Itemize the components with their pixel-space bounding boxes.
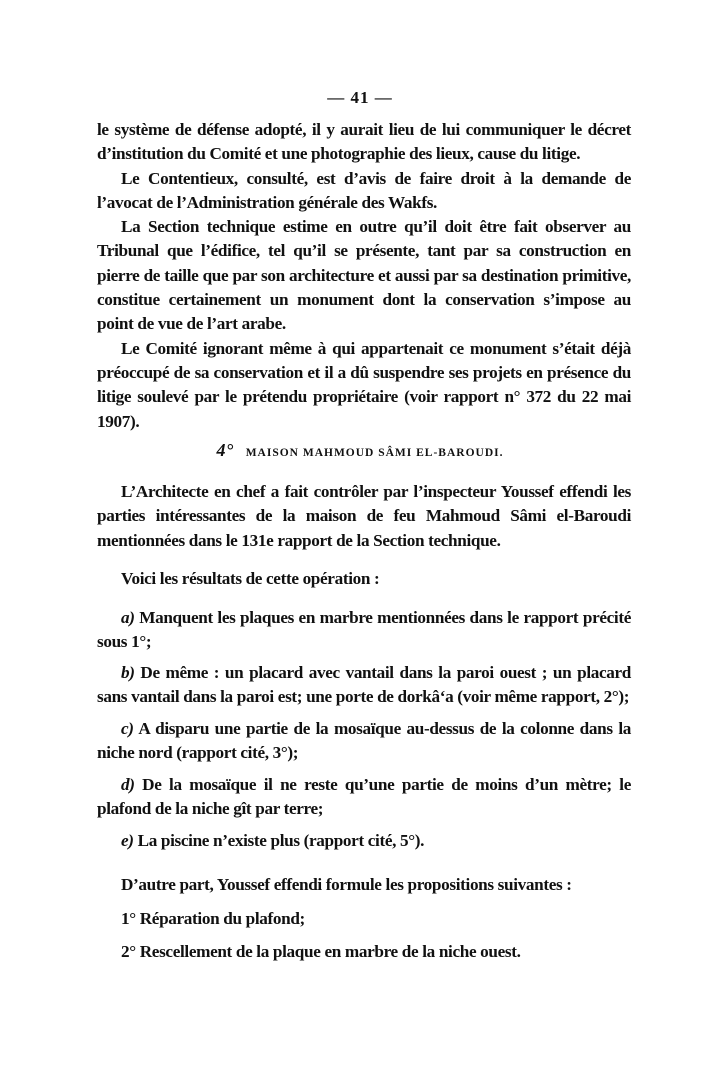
page-number: — 41 — [327,88,393,107]
result-item-b [97,661,631,710]
item-letter: e) [121,831,134,850]
proposal-number: 2° [121,942,136,961]
paragraph: La Section technique estime en outre qu’il doit être fait observer au Tribunal que l’édifice, tel qu’il se présente, tant par sa construction en pierre de taille que par son architecture et aussi par sa destination primitive, constitue certainement un monument dont la conservation s’impose au point de vue de l’art arabe. [97,217,631,334]
result-item-a [97,606,631,655]
proposal-number: 1° [121,909,136,928]
item-text: De même : un placard avec vantail dans la paroi ouest ; un placard sans vantail dans la paroi est; une porte de dorkâ‘a (voir même rapport, 2°); [97,663,631,707]
paragraph: Le Comité ignorant même à qui appartenait ce monument s’était déjà préoccupé de sa conservation et il a dû suspendre ses projets en présence du litige soulevé par le prétendu propriétaire (voir rapport n° 372 du 22 mai 1907). [97,338,631,431]
section-number: 4° [216,440,234,460]
list-item [97,940,631,964]
result-item-c [97,717,631,766]
list-item [97,661,631,710]
section-heading [0,440,720,461]
proposals-intro [97,873,631,897]
proposal-2 [97,940,631,964]
list-item [97,773,631,822]
section-body [97,480,631,553]
item-letter: c) [121,719,134,738]
result-item-d [97,773,631,822]
results-intro [97,567,631,591]
paragraph: D’autre part, Youssef effendi formule les propositions suivantes : [121,875,572,894]
paragraph: le système de défense adopté, il y aurait lieu de lui communiquer le décret d’institution du Comité et une photographie des lieux, cause du litige. [97,120,631,164]
item-text: De la mosaïque il ne reste qu’une partie de moins d’un mètre; le plafond de la niche gît par terre; [97,775,631,819]
item-text: Manquent les plaques en marbre mentionnées dans le rapport précité sous 1°; [97,608,631,652]
list-item [97,717,631,766]
paragraph: L’Architecte en chef a fait contrôler par l’inspecteur Youssef effendi les parties intéressantes de la maison de feu Mahmoud Sâmi el-Baroudi mentionnées dans le 131e rapport de la Section technique. [97,482,631,550]
item-letter: d) [121,775,135,794]
proposal-text: Rescellement de la plaque en marbre de la niche ouest. [139,942,521,961]
item-text: La piscine n’existe plus (rapport cité, 5°). [137,831,425,850]
result-item-e [97,829,631,853]
list-item [97,907,631,931]
list-item [97,606,631,655]
section-continuation [97,118,631,434]
proposal-1 [97,907,631,931]
proposal-text: Réparation du plafond; [139,909,305,928]
list-item [97,829,631,853]
paragraph: Voici les résultats de cette opération : [121,569,380,588]
item-letter: b) [121,663,135,682]
section-title: MAISON MAHMOUD SÂMI EL-BAROUDI. [245,447,504,459]
item-text: A disparu une partie de la mosaïque au-dessus de la colonne dans la niche nord (rapport cité, 3°); [97,719,632,763]
item-letter: a) [121,608,135,627]
paragraph: Le Contentieux, consulté, est d’avis de faire droit à la demande de l’avocat de l’Administration générale des Wakfs. [97,168,631,212]
